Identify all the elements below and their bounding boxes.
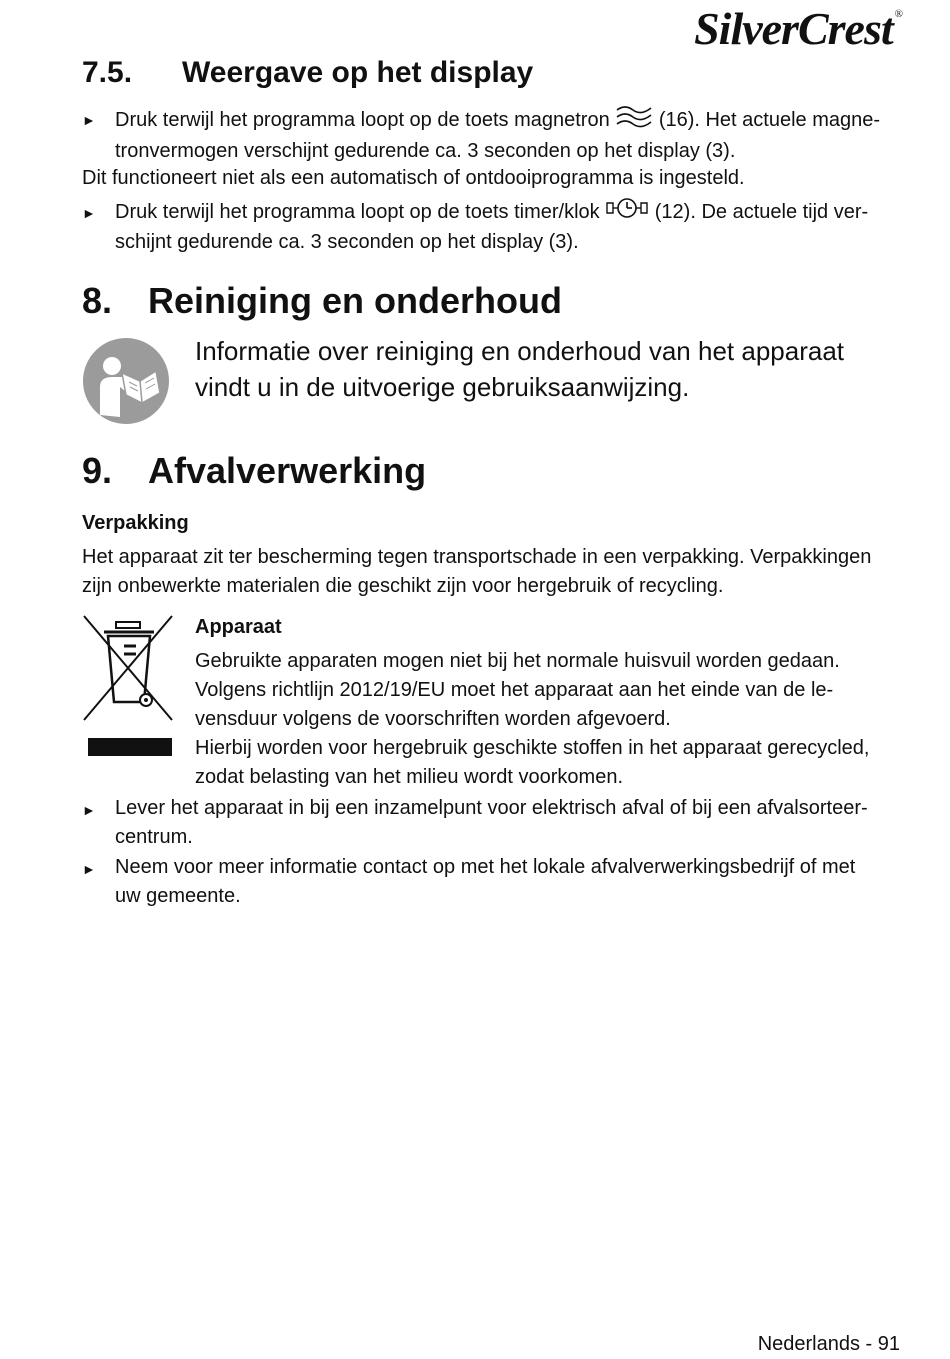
paragraph-line: Hierbij worden voor hergebruik geschikte stoffen in het apparaat gerecycled, [195,737,870,759]
paragraph-line: vensduur volgens de voorschriften worden afgevoerd. [195,708,671,730]
note-text: Dit functioneert niet als een automatisch of ontdooiprogramma is ingesteld. [82,167,745,189]
list-item [82,853,912,911]
device-heading: Apparaat [195,616,282,638]
section-number: 8. [82,280,113,321]
bullet-text: schijnt gedurende ca. 3 seconden op het display (3). [115,231,579,253]
brand-logo-text: SilverCrest [694,3,893,54]
crossed-out-wheelie-bin-icon [82,614,174,760]
paragraph-line: Het apparaat zit ter bescherming tegen transportschade in een verpakking. Verpakkingen [82,546,872,568]
brand-logo [694,2,902,55]
section-title: Reiniging en onderhoud [148,280,562,321]
paragraph-line: Volgens richtlijn 2012/19/EU moet het apparaat aan het einde van de le- [195,679,834,701]
packaging-heading: Verpakking [82,512,189,534]
paragraph-line: zijn onbewerkte materialen die geschikt zijn voor hergebruik of recycling. [82,575,724,597]
bullet-text: (12). De actuele tijd ver- [654,200,869,223]
device-text [195,647,915,792]
paragraph-line: Gebruikte apparaten mogen niet bij het normale huisvuil worden gedaan. [195,650,840,672]
bullet-arrow-icon: ► [82,802,96,818]
section-9-heading [82,450,426,492]
section-number: 7.5. [82,56,133,89]
section-number: 9. [82,450,113,491]
info-line: Informatie over reiniging en onderhoud van het apparaat [195,336,844,366]
bullet-text: (16). Het actuele magne- [658,108,881,131]
list-item [82,104,912,166]
bullet-text: tronvermogen verschijnt gedurende ca. 3 seconden op het display (3). [115,140,736,162]
bullet-arrow-icon: ► [82,112,96,128]
page-footer: Nederlands - 91 [757,1333,900,1355]
bullet-arrow-icon: ► [82,205,96,221]
section-title: Weergave op het display [182,56,534,89]
bullet-text: Neem voor meer informatie contact op met het lokale afvalverwerkingsbedrijf of met [115,856,856,878]
microwave-waves-icon [615,104,653,137]
registered-mark: ® [894,8,902,20]
bullet-text: Lever het apparaat in bij een inzamelpunt voor elektrisch afval of bij een afvalsorteer- [115,797,868,819]
bullet-text: uw gemeente. [115,885,241,907]
list-item [82,197,912,257]
info-line: vindt u in de uitvoerige gebruiksaanwijzing. [195,372,690,402]
section-8-info [195,333,844,405]
bullet-text: Druk terwijl het programma loopt op de toets magnetron [115,108,610,131]
section-8-heading [82,280,562,322]
bullet-text: centrum. [115,826,193,848]
section-7-5-heading [82,56,533,90]
timer-clock-icon [605,197,649,228]
read-manual-icon [82,337,170,425]
packaging-text [82,543,912,601]
section-title: Afvalverwerking [148,450,427,491]
bullet-text: Druk terwijl het programma loopt op de toets timer/klok [115,200,600,223]
list-item [82,794,912,852]
paragraph-line: zodat belasting van het milieu wordt voorkomen. [195,766,624,788]
bullet-arrow-icon: ► [82,861,96,877]
